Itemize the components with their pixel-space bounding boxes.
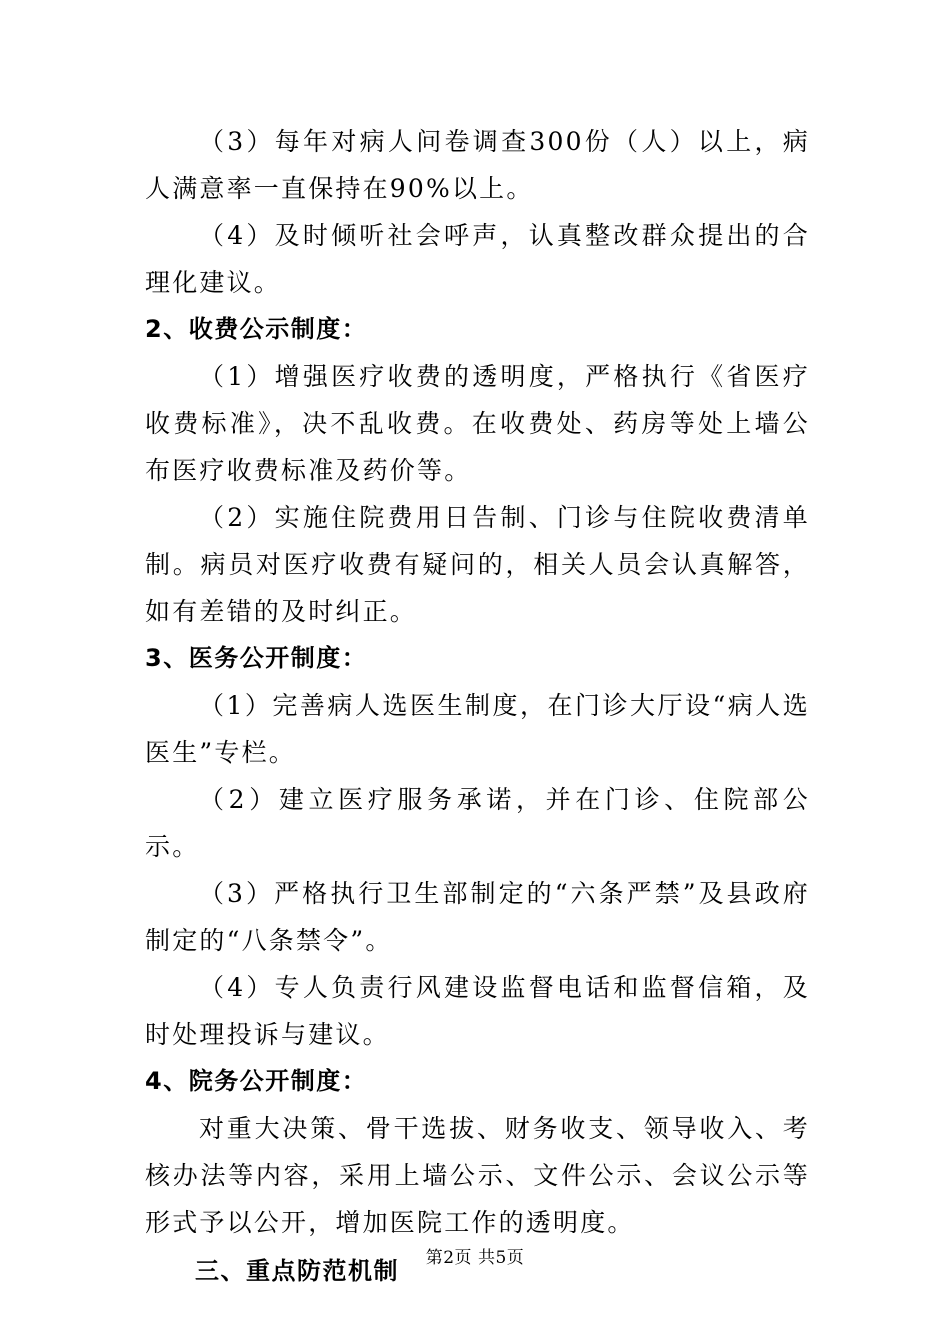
page-number-footer: 第2页 共5页	[425, 1248, 525, 1268]
paragraph: （3）严格执行卫生部制定的“六条严禁”及县政府制定的“八条禁令”。	[145, 879, 810, 955]
paragraph: （3）每年对病人问卷调查300份（人）以上，病人满意率一直保持在90%以上。	[145, 127, 810, 203]
subsection-heading: 3、医务公开制度：	[145, 644, 368, 672]
paragraph: 对重大决策、骨干选拔、财务收支、领导收入、考核办法等内容，采用上墙公示、文件公示、会议公示等形式予以公开，增加医院工作的透明度。	[145, 1114, 810, 1237]
document-body	[145, 118, 810, 1295]
subsection-heading: 4、院务公开制度：	[145, 1067, 368, 1095]
section-heading: 三、重点防范机制	[195, 1257, 399, 1285]
paragraph: （2）建立医疗服务承诺，并在门诊、住院部公示。	[145, 785, 810, 861]
paragraph: （1）完善病人选医生制度，在门诊大厅设“病人选医生”专栏。	[145, 691, 810, 767]
paragraph: （2）实施住院费用日告制、门诊与住院收费清单制。病员对医疗收费有疑问的，相关人员会认真解答，如有差错的及时纠正。	[145, 503, 810, 626]
paragraph: （1）增强医疗收费的透明度，严格执行《省医疗收费标准》，决不乱收费。在收费处、药房等处上墙公布医疗收费标准及药价等。	[145, 362, 810, 485]
paragraph: （4）专人负责行风建设监督电话和监督信箱，及时处理投诉与建议。	[145, 973, 810, 1049]
subsection-heading: 2、收费公示制度：	[145, 315, 368, 343]
paragraph: （4）及时倾听社会呼声，认真整改群众提出的合理化建议。	[145, 221, 810, 297]
